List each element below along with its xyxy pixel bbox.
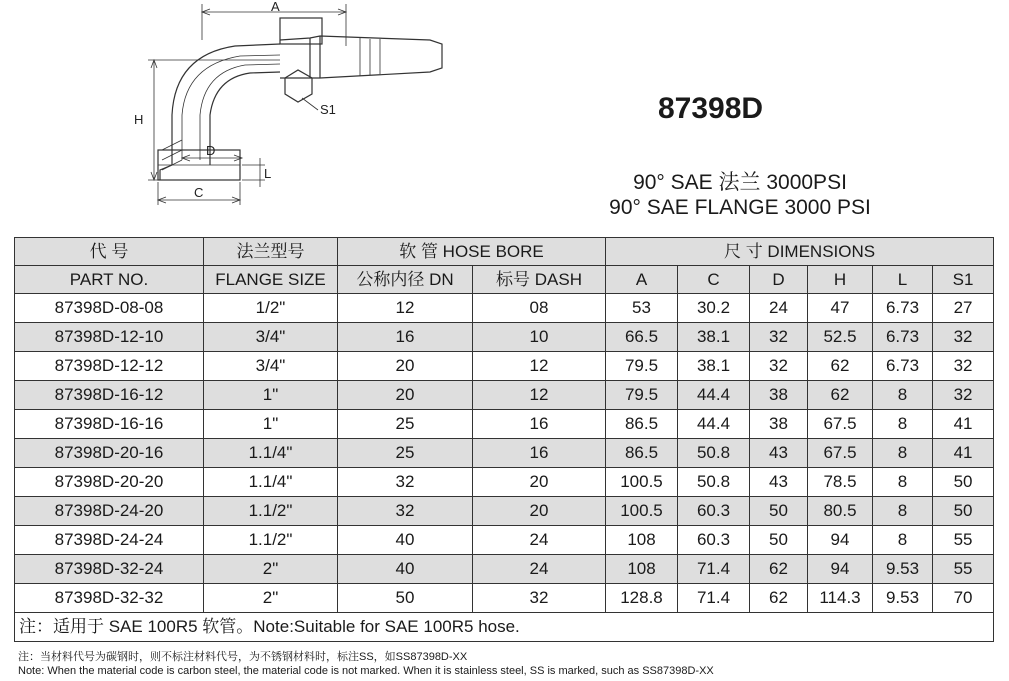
cell-l: 8 [873,497,933,526]
cell-a: 108 [606,555,678,584]
cell-c: 71.4 [678,555,750,584]
cell-part-no: 87398D-24-24 [15,526,204,555]
footnote-en: Note: When the material code is carbon steel, the material code is not marked. When it is stainless steel, SS is marked, such as SS87398D-XX [18,665,714,677]
table-row [15,584,994,613]
cell-h: 67.5 [808,410,873,439]
cell-dash: 10 [473,323,606,352]
dimensions-table [14,237,994,642]
cell-dash: 12 [473,381,606,410]
cell-flange-size: 2" [204,555,338,584]
cell-part-no: 87398D-20-16 [15,439,204,468]
header-s1: S1 [933,266,994,294]
cell-l: 6.73 [873,294,933,323]
model-title: 87398D [658,92,764,125]
cell-l: 6.73 [873,323,933,352]
cell-c: 30.2 [678,294,750,323]
cell-dn: 40 [338,526,473,555]
header-dn: 公称内径 DN [338,266,473,294]
cell-l: 9.53 [873,555,933,584]
drawing-label-c: C [194,185,204,200]
cell-a: 79.5 [606,381,678,410]
cell-l: 6.73 [873,352,933,381]
cell-flange-size: 1" [204,410,338,439]
cell-dash: 16 [473,439,606,468]
cell-dn: 50 [338,584,473,613]
header-part-no: PART NO. [15,266,204,294]
drawing-label-h: H [134,112,144,127]
cell-a: 108 [606,526,678,555]
drawing-label-s1: S1 [320,102,336,117]
cell-a: 128.8 [606,584,678,613]
cell-d: 50 [750,526,808,555]
table-note: 注：适用于 SAE 100R5 软管。Note:Suitable for SAE 100R5 hose. [15,613,994,642]
cell-a: 100.5 [606,497,678,526]
cell-s1: 50 [933,497,994,526]
cell-c: 71.4 [678,584,750,613]
cell-d: 32 [750,352,808,381]
header-c: C [678,266,750,294]
drawing-label-l: L [264,166,272,181]
cell-s1: 55 [933,555,994,584]
table-row [15,526,994,555]
header-row-sub [15,266,994,294]
cell-flange-size: 1" [204,381,338,410]
subtitle-en: 90° SAE FLANGE 3000 PSI [609,196,871,219]
cell-d: 24 [750,294,808,323]
header-flange-cn: 法兰型号 [204,238,338,266]
table-row [15,294,994,323]
header-a: A [606,266,678,294]
cell-s1: 32 [933,323,994,352]
cell-dash: 20 [473,468,606,497]
cell-l: 9.53 [873,584,933,613]
cell-c: 38.1 [678,323,750,352]
cell-dn: 12 [338,294,473,323]
cell-dn: 20 [338,352,473,381]
cell-dn: 25 [338,410,473,439]
header-dash: 标号 DASH [473,266,606,294]
header-flange-size: FLANGE SIZE [204,266,338,294]
drawing-label-d: D [206,143,216,158]
cell-dash: 24 [473,555,606,584]
drawing-label-a: A [271,0,280,14]
cell-d: 62 [750,555,808,584]
header-code-cn: 代 号 [15,238,204,266]
note-row [15,613,994,642]
cell-h: 52.5 [808,323,873,352]
table-row [15,497,994,526]
cell-part-no: 87398D-24-20 [15,497,204,526]
cell-a: 53 [606,294,678,323]
table-row [15,439,994,468]
cell-h: 67.5 [808,439,873,468]
cell-c: 50.8 [678,468,750,497]
cell-dash: 32 [473,584,606,613]
cell-c: 50.8 [678,439,750,468]
cell-l: 8 [873,439,933,468]
cell-c: 44.4 [678,381,750,410]
cell-a: 86.5 [606,410,678,439]
header-dimensions: 尺 寸 DIMENSIONS [606,238,994,266]
cell-s1: 32 [933,352,994,381]
cell-part-no: 87398D-12-12 [15,352,204,381]
header-h: H [808,266,873,294]
cell-d: 32 [750,323,808,352]
cell-dn: 32 [338,468,473,497]
cell-dash: 08 [473,294,606,323]
cell-d: 43 [750,439,808,468]
cell-h: 94 [808,555,873,584]
cell-a: 66.5 [606,323,678,352]
header-hose-bore: 软 管 HOSE BORE [338,238,606,266]
table-row [15,381,994,410]
cell-dash: 24 [473,526,606,555]
cell-d: 38 [750,410,808,439]
cell-flange-size: 1.1/2" [204,497,338,526]
cell-a: 79.5 [606,352,678,381]
table-row [15,410,994,439]
cell-h: 62 [808,352,873,381]
table-row [15,468,994,497]
cell-part-no: 87398D-08-08 [15,294,204,323]
cell-dash: 12 [473,352,606,381]
cell-h: 47 [808,294,873,323]
cell-dash: 16 [473,410,606,439]
cell-part-no: 87398D-12-10 [15,323,204,352]
cell-flange-size: 1.1/4" [204,468,338,497]
cell-c: 44.4 [678,410,750,439]
cell-d: 43 [750,468,808,497]
cell-h: 94 [808,526,873,555]
footnote-cn: 注：当材料代号为碳钢时，则不标注材料代号，为不锈钢材料时，标注SS，如SS87398D-XX [18,651,468,663]
cell-flange-size: 2" [204,584,338,613]
cell-s1: 55 [933,526,994,555]
cell-a: 86.5 [606,439,678,468]
header-row-top [15,238,994,266]
cell-s1: 50 [933,468,994,497]
table-row [15,555,994,584]
header-d: D [750,266,808,294]
table-row [15,323,994,352]
cell-part-no: 87398D-20-20 [15,468,204,497]
cell-dn: 40 [338,555,473,584]
cell-flange-size: 3/4" [204,323,338,352]
cell-s1: 41 [933,410,994,439]
cell-part-no: 87398D-32-24 [15,555,204,584]
cell-c: 38.1 [678,352,750,381]
cell-dn: 25 [338,439,473,468]
cell-c: 60.3 [678,526,750,555]
cell-flange-size: 1.1/4" [204,439,338,468]
cell-h: 62 [808,381,873,410]
cell-part-no: 87398D-16-16 [15,410,204,439]
cell-s1: 27 [933,294,994,323]
cell-s1: 70 [933,584,994,613]
cell-part-no: 87398D-32-32 [15,584,204,613]
cell-l: 8 [873,468,933,497]
cell-h: 80.5 [808,497,873,526]
table-body [15,294,994,613]
cell-flange-size: 1.1/2" [204,526,338,555]
cell-l: 8 [873,526,933,555]
cell-dn: 32 [338,497,473,526]
cell-l: 8 [873,381,933,410]
cell-h: 78.5 [808,468,873,497]
cell-c: 60.3 [678,497,750,526]
subtitle-cn: 90° SAE 法兰 3000PSI [633,171,847,194]
cell-l: 8 [873,410,933,439]
cell-dn: 20 [338,381,473,410]
cell-s1: 41 [933,439,994,468]
table-row [15,352,994,381]
cell-dn: 16 [338,323,473,352]
fitting-drawing [130,0,460,215]
cell-s1: 32 [933,381,994,410]
cell-d: 38 [750,381,808,410]
cell-flange-size: 3/4" [204,352,338,381]
cell-d: 50 [750,497,808,526]
cell-dash: 20 [473,497,606,526]
cell-h: 114.3 [808,584,873,613]
cell-d: 62 [750,584,808,613]
cell-a: 100.5 [606,468,678,497]
header-l: L [873,266,933,294]
cell-part-no: 87398D-16-12 [15,381,204,410]
cell-flange-size: 1/2" [204,294,338,323]
